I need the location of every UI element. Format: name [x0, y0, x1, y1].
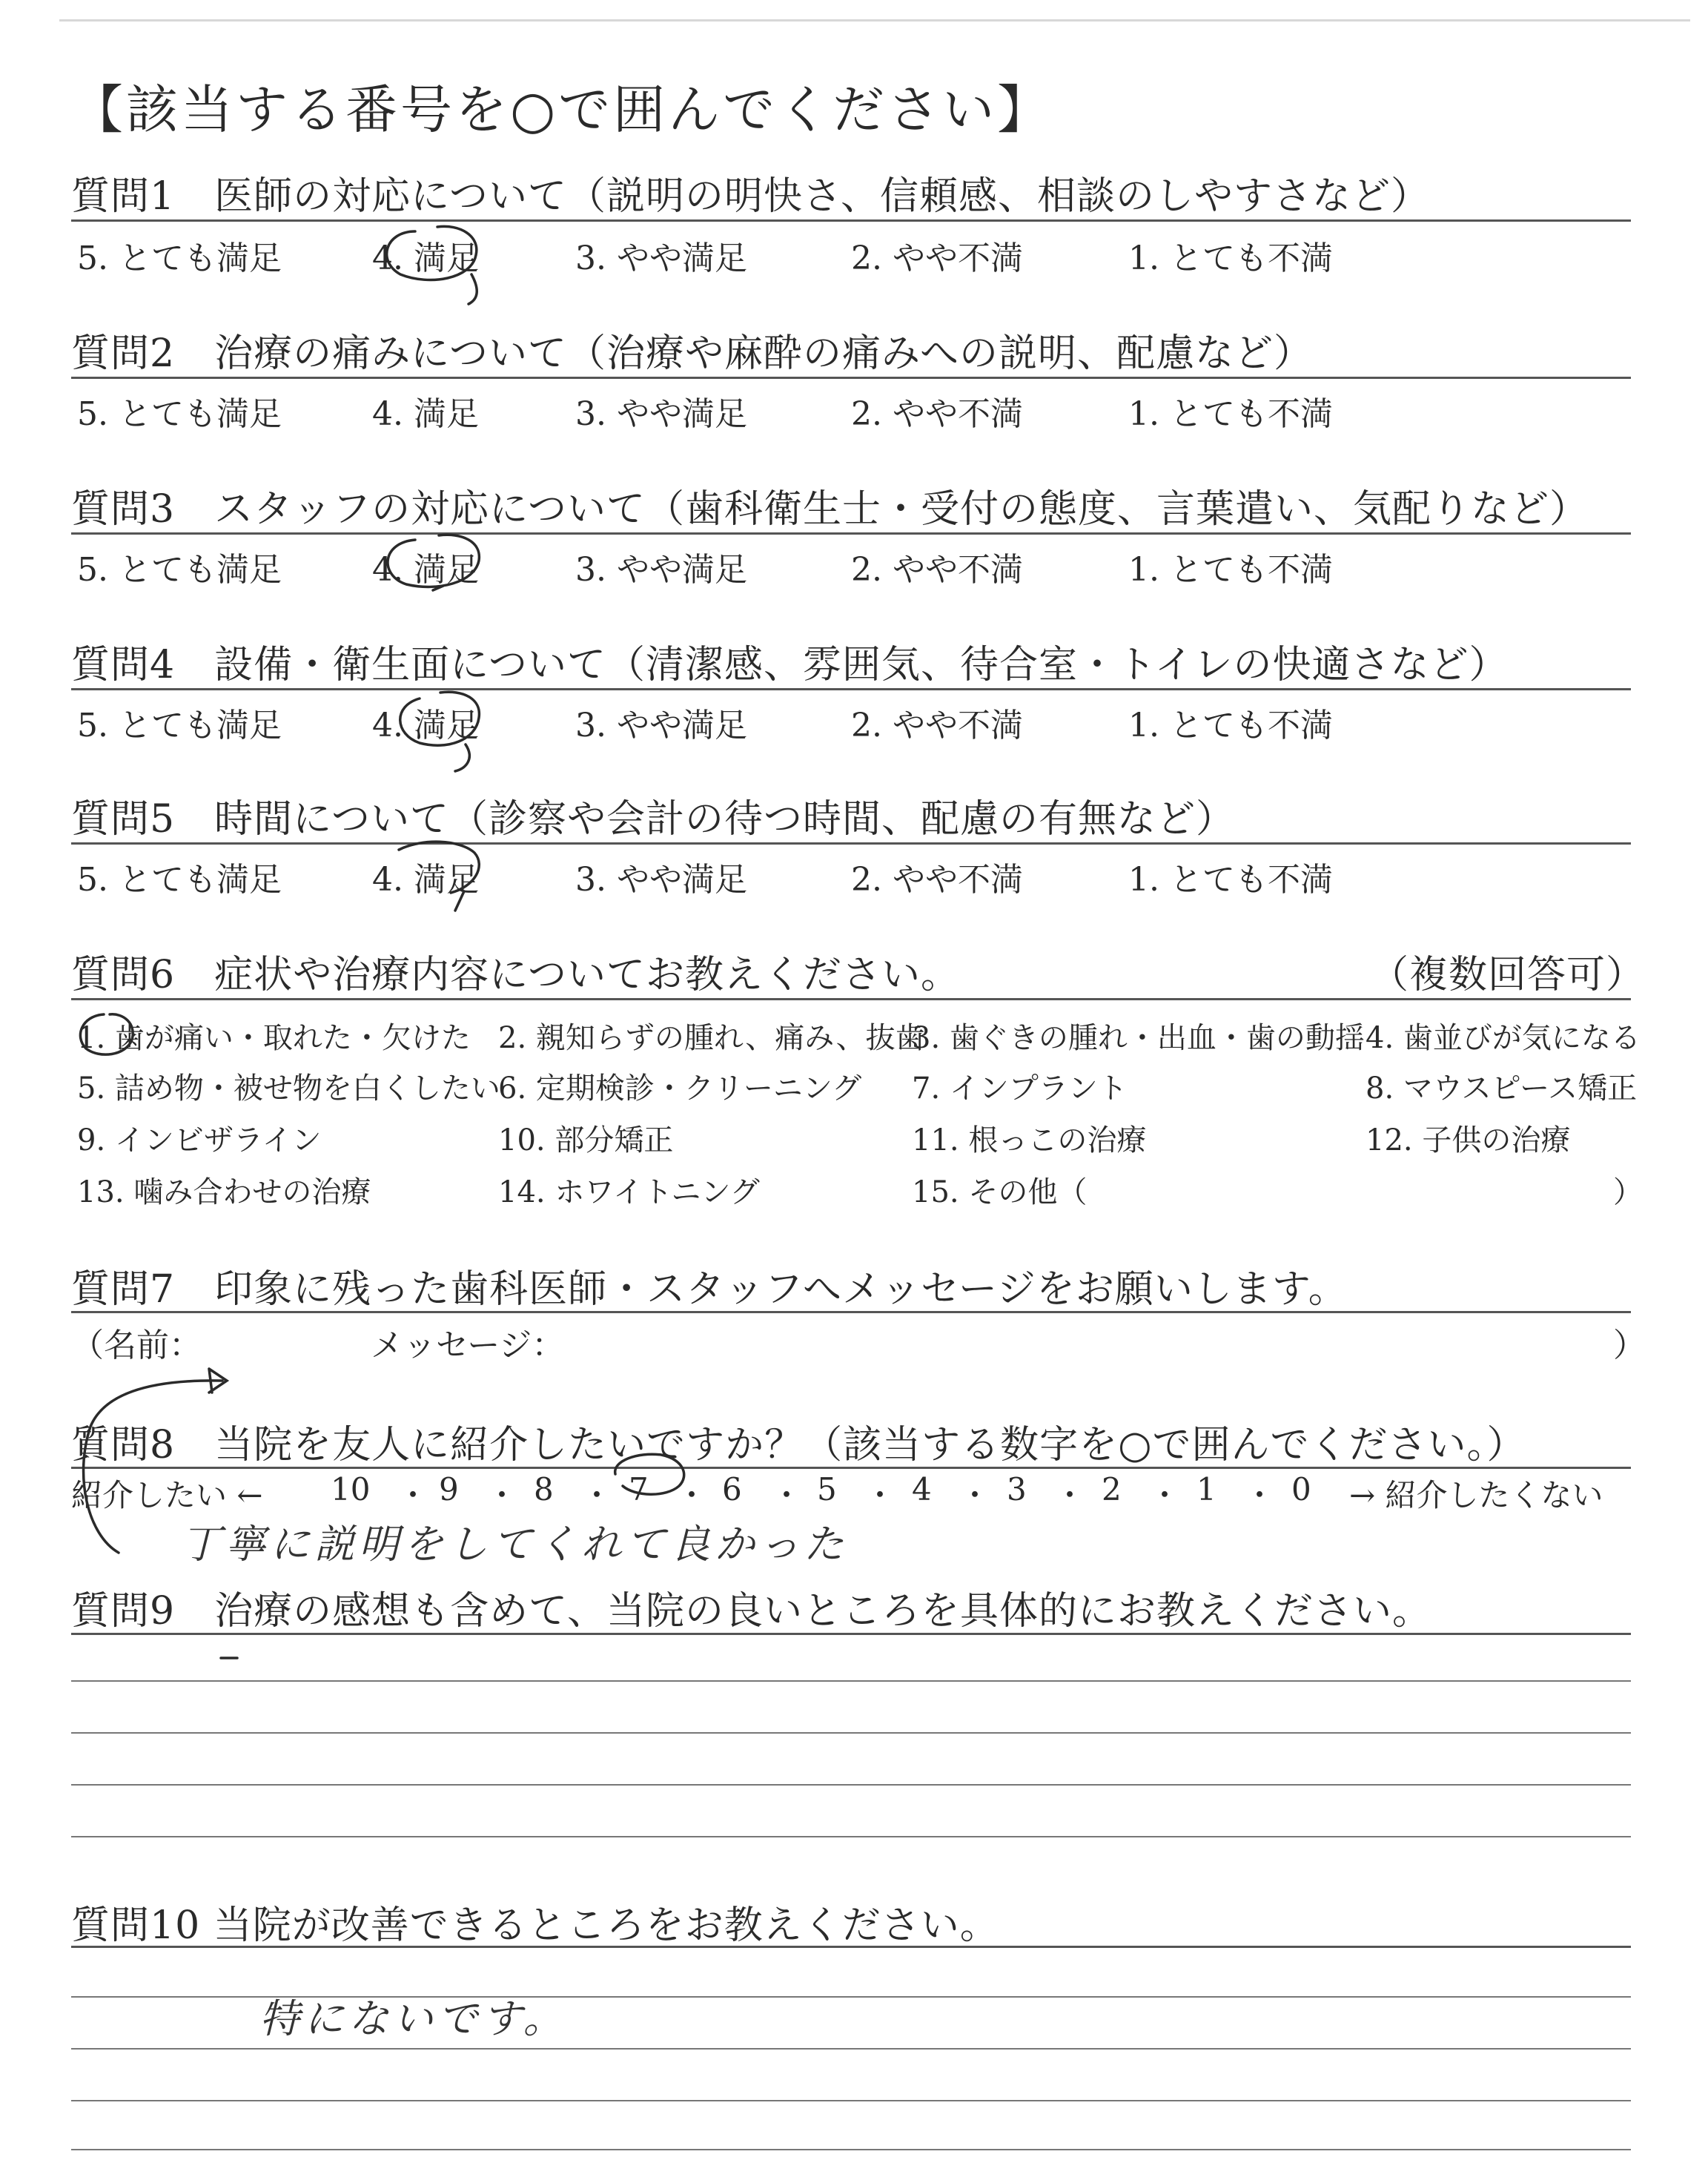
q8-handwritten-comment: 丁寧に説明をしてくれて良かった: [181, 1521, 848, 1568]
q8-sep: ・: [959, 1477, 991, 1513]
q6-option-14[interactable]: 14. ホワイトニング: [498, 1175, 760, 1209]
q4-option-2[interactable]: 2. やや不満: [851, 707, 1023, 744]
q6-option-7[interactable]: 7. インプラント: [912, 1071, 1128, 1106]
question-10-rule: [71, 1946, 1631, 1948]
q10-answer-line[interactable]: [71, 2149, 1631, 2150]
q8-left-label: 紹介したい ←: [71, 1477, 263, 1513]
question-8-rule: [71, 1467, 1631, 1469]
q10-handwritten-answer: 特にないです。: [259, 1995, 568, 2042]
q8-num-3[interactable]: 3: [1007, 1471, 1027, 1507]
q8-sep: ・: [1244, 1477, 1276, 1513]
q6-option-1[interactable]: 1. 歯が痛い・取れた・欠けた: [77, 1021, 471, 1055]
q3-option-3[interactable]: 3. やや満足: [575, 551, 747, 589]
q8-sep: ・: [486, 1477, 518, 1513]
q2-option-2[interactable]: 2. やや不満: [851, 395, 1023, 433]
q7-message-label[interactable]: メッセージ：: [371, 1327, 565, 1364]
q5-option-3[interactable]: 3. やや満足: [575, 861, 747, 899]
q6-option-15[interactable]: 15. その他（: [912, 1175, 1088, 1209]
q3-option-5[interactable]: 5. とても満足: [77, 551, 282, 589]
q3-option-2[interactable]: 2. やや不満: [851, 551, 1023, 589]
q6-option-5[interactable]: 5. 詰め物・被せ物を白くしたい: [77, 1071, 500, 1106]
q1-option-4[interactable]: 4. 満足: [372, 240, 479, 277]
q8-sep: ・: [1149, 1477, 1181, 1513]
q1-option-2[interactable]: 2. やや不満: [851, 240, 1023, 277]
q8-num-6[interactable]: 6: [722, 1471, 742, 1507]
q9-answer-line[interactable]: [71, 1680, 1631, 1682]
q3-option-1[interactable]: 1. とても不満: [1128, 551, 1333, 589]
question-5-heading: 質問5 時間について（診察や会計の待つ時間、配慮の有無など）: [71, 797, 1236, 842]
question-5-rule: [71, 842, 1631, 845]
question-2-heading: 質問2 治療の痛みについて（治療や麻酔の痛みへの説明、配慮など）: [71, 331, 1314, 376]
q5-option-2[interactable]: 2. やや不満: [851, 861, 1023, 899]
q10-answer-line[interactable]: [71, 2100, 1631, 2101]
question-1-heading: 質問1 医師の対応について（説明の明快さ、信頼感、相談のしやすさなど）: [71, 174, 1430, 219]
q8-num-0[interactable]: 0: [1291, 1471, 1311, 1507]
q8-sep: ・: [771, 1477, 803, 1513]
q1-option-5[interactable]: 5. とても満足: [77, 240, 282, 277]
question-10-heading: 質問10 当院が改善できるところをお教えください。: [71, 1903, 999, 1948]
question-4-heading: 質問4 設備・衛生面について（清潔感、雰囲気、待合室・トイレの快適さなど）: [71, 643, 1509, 687]
q7-name-label[interactable]: （名前：: [71, 1327, 202, 1364]
q4-option-4[interactable]: 4. 満足: [372, 707, 479, 744]
question-1-rule: [71, 219, 1631, 222]
q6-option-2[interactable]: 2. 親知らずの腫れ、痛み、抜歯: [498, 1021, 925, 1055]
question-4-rule: [71, 688, 1631, 690]
q8-num-8[interactable]: 8: [534, 1471, 554, 1507]
q6-option-10[interactable]: 10. 部分矯正: [498, 1123, 674, 1157]
q6-option-6[interactable]: 6. 定期検診・クリーニング: [498, 1071, 862, 1106]
q9-answer-line[interactable]: [71, 1836, 1631, 1837]
q8-num-4[interactable]: 4: [912, 1471, 932, 1507]
q6-option-13[interactable]: 13. 噛み合わせの治療: [77, 1175, 371, 1209]
question-7-rule: [71, 1311, 1631, 1313]
q6-option-12[interactable]: 12. 子供の治療: [1366, 1123, 1571, 1157]
question-3-heading: 質問3 スタッフの対応について（歯科衛生士・受付の態度、言葉遣い、気配りなど）: [71, 487, 1589, 532]
q3-option-4[interactable]: 4. 満足: [372, 551, 479, 589]
q1-option-3[interactable]: 3. やや満足: [575, 240, 747, 277]
q8-num-2[interactable]: 2: [1102, 1471, 1122, 1507]
q5-option-4[interactable]: 4. 満足: [372, 861, 479, 899]
q9-answer-line[interactable]: [71, 1784, 1631, 1786]
form-title: 【該当する番号を○で囲んでください】: [71, 79, 1053, 140]
q2-option-4[interactable]: 4. 満足: [372, 395, 479, 433]
question-7-heading: 質問7 印象に残った歯科医師・スタッフへメッセージをお願いします。: [71, 1267, 1348, 1312]
top-border: [59, 19, 1690, 22]
question-6-heading: 質問6 症状や治療内容についてお教えください。: [71, 953, 961, 997]
question-9-heading: 質問9 治療の感想も含めて、当院の良いところを具体的にお教えください。: [71, 1589, 1432, 1634]
q4-option-1[interactable]: 1. とても不満: [1128, 707, 1333, 744]
question-2-rule: [71, 377, 1631, 379]
q5-option-1[interactable]: 1. とても不満: [1128, 861, 1333, 899]
q6-option-11[interactable]: 11. 根っこの治療: [912, 1123, 1147, 1157]
q5-option-5[interactable]: 5. とても満足: [77, 861, 282, 899]
q8-num-10[interactable]: 10: [331, 1471, 371, 1507]
question-3-rule: [71, 532, 1631, 535]
q4-option-5[interactable]: 5. とても満足: [77, 707, 282, 744]
question-9-rule: [71, 1633, 1631, 1635]
q4-option-3[interactable]: 3. やや満足: [575, 707, 747, 744]
q8-num-9[interactable]: 9: [439, 1471, 459, 1507]
q8-sep: ・: [864, 1477, 896, 1513]
q10-answer-line[interactable]: [71, 2048, 1631, 2050]
q8-sep: ・: [397, 1477, 429, 1513]
q8-sep: ・: [676, 1477, 708, 1513]
q8-sep: ・: [1054, 1477, 1086, 1513]
q8-sep: ・: [581, 1477, 613, 1513]
q2-option-3[interactable]: 3. やや満足: [575, 395, 747, 433]
q8-num-5[interactable]: 5: [817, 1471, 837, 1507]
q8-num-7[interactable]: 7: [629, 1471, 649, 1507]
q7-close-paren: ）: [1613, 1327, 1646, 1364]
q6-option-8[interactable]: 8. マウスピース矯正: [1366, 1071, 1638, 1106]
q6-option-3[interactable]: 3. 歯ぐきの腫れ・出血・歯の動揺: [912, 1021, 1365, 1055]
q8-right-label: → 紹介したくない: [1349, 1477, 1603, 1513]
question-8-heading: 質問8 当院を友人に紹介したいですか？（該当する数字を○で囲んでください。）: [71, 1423, 1526, 1467]
question-6-rule: [71, 998, 1631, 1000]
q9-answer-line[interactable]: [71, 1732, 1631, 1734]
q2-option-5[interactable]: 5. とても満足: [77, 395, 282, 433]
q8-num-1[interactable]: 1: [1196, 1471, 1217, 1507]
q8-arrow-head: [209, 1369, 227, 1393]
question-6-note: （複数回答可）: [1370, 953, 1646, 997]
q2-option-1[interactable]: 1. とても不満: [1128, 395, 1333, 433]
q6-option-4[interactable]: 4. 歯並びが気になる: [1366, 1021, 1641, 1055]
q1-option-1[interactable]: 1. とても不満: [1128, 240, 1333, 277]
q6-option-15-close: ）: [1613, 1175, 1643, 1209]
q6-option-9[interactable]: 9. インビザライン: [77, 1123, 322, 1157]
